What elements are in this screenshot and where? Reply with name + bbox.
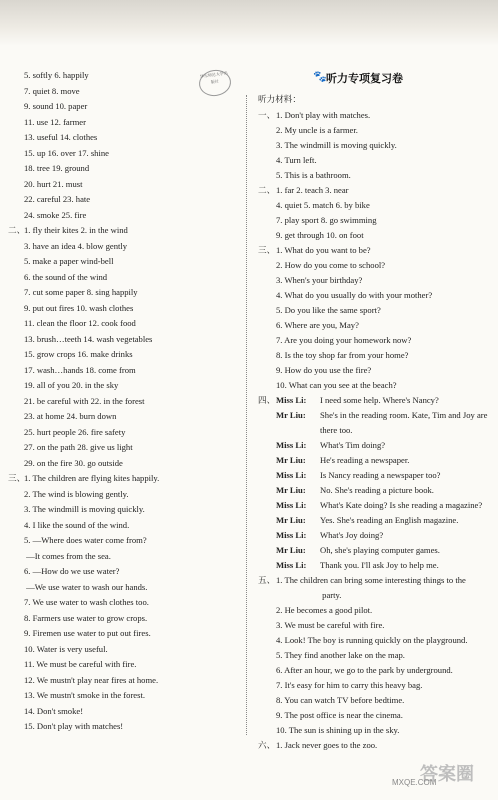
listening-line [258,230,364,241]
listening-text: 4. Turn left. [276,155,317,165]
listening-line [258,335,411,346]
answer-text: 23. at home 24. burn down [24,411,117,421]
answer-line [8,442,133,453]
listening-material-label: 听力材料： [258,94,301,104]
listening-line [258,395,439,406]
answer-text: 4. I like the sound of the wind. [24,519,130,530]
answer-text: 5. —Where does water come from? [24,535,147,545]
answer-text: 13. We mustn't smoke in the forest. [24,690,145,700]
listening-text: He's reading a newspaper. [320,455,410,465]
answer-line [8,365,136,376]
listening-text: 8. You can watch TV before bedtime. [276,695,405,705]
answer-text: 15. Don't play with matches! [24,721,124,731]
answer-line [8,380,118,391]
listening-line [258,305,381,316]
answer-text: —It comes from the sea. [24,550,111,561]
column-divider [246,95,247,735]
speaker-name: Miss Li: [276,395,307,405]
section-marker: 四、 [258,395,276,405]
listening-line [258,620,384,631]
listening-text: Thank you. I'll ask Joy to help me. [320,560,439,570]
answer-text: 25. hurt people 26. fire safety [24,426,126,437]
listening-line [258,200,370,211]
answer-line [8,194,90,205]
listening-text: 4. What do you usually do with your mother? [276,290,433,300]
answer-line [8,272,107,283]
answer-text: 18. tree 19. ground [24,163,90,173]
section-marker: 三、 [8,473,26,483]
answer-text: 21. be careful with 22. in the forest [24,395,145,406]
listening-line [258,530,383,541]
answer-text: 2. The wind is blowing gently. [24,488,129,499]
answer-text: 5. make a paper wind-bell [24,256,114,266]
listening-line [258,185,349,196]
listening-text: No. She's reading a picture book. [320,485,434,495]
listening-line [258,440,385,451]
listening-text: 3. The windmill is moving quickly. [276,140,397,150]
answer-text: 13. useful 14. clothes [24,132,98,142]
speaker-name: Mr Liu: [276,455,306,465]
answer-text: 22. careful 23. hate [24,194,91,204]
paw-icon: 🐾 [313,71,327,83]
answer-line [8,473,159,484]
answer-text: 9. put out fires 10. wash clothes [24,302,134,313]
answer-line [8,613,147,624]
answer-text: 19. all of you 20. in the sky [24,380,119,390]
answer-text: 11. We must be careful with fire. [24,659,137,669]
speaker-name: Miss Li: [276,560,307,570]
answer-line [8,721,123,732]
answer-line [8,163,89,174]
section-marker: 一、 [258,110,276,120]
answer-line [8,582,147,593]
listening-text: 5. Do you like the same sport? [276,305,381,315]
listening-line [258,245,371,256]
answer-text: 12. We mustn't play near fires at home. [24,674,159,685]
listening-text: 1. Don't play with matches. [276,110,371,120]
answer-text: 29. on the fire 30. go outside [24,457,123,468]
speaker-name: Miss Li: [276,500,307,510]
watermark-logo: 答案圈 [420,764,474,784]
listening-text: What's Kate doing? Is she reading a magazine? [320,500,483,510]
answer-line [8,101,87,112]
answer-line [8,489,129,500]
listening-text: 1. What do you want to be? [276,245,371,255]
answer-line [8,427,125,438]
watermark-text: MXQE.COM [392,778,437,787]
section-title: 听力专项复习卷 [326,73,403,85]
listening-text: 7. Are you doing your homework now? [276,335,412,345]
listening-line [258,665,453,676]
listening-line [258,560,439,571]
speaker-name: Miss Li: [276,470,307,480]
scan-top-shadow [0,0,498,46]
answer-line [8,690,145,701]
answer-line [8,148,109,159]
listening-line [258,740,377,751]
answer-line [8,318,136,329]
answer-line [8,70,89,81]
answer-text: 13. brush…teeth 14. wash vegetables [24,333,153,344]
answer-text: 1. The children are flying kites happily. [24,473,160,483]
answer-text: 9. Firemen use water to put out fires. [24,628,151,638]
answer-line [8,117,86,128]
answer-text: 7. quiet 8. move [24,85,80,96]
answer-text: 1. fly their kites 2. in the wind [24,225,128,235]
answer-text: 6. —How do we use water? [24,566,120,576]
listening-line [258,470,441,481]
listening-text: 3. When's your birthday? [276,275,363,285]
answer-line [8,628,151,639]
answer-line [8,179,83,190]
listening-text: 7. play sport 8. go swimming [276,215,377,225]
listening-line [258,215,377,226]
stamp-text: 华东师范大学出版社 [199,70,229,85]
listening-line [258,500,482,511]
section-marker: 二、 [8,225,26,235]
listening-text: 2. He becomes a good pilot. [276,605,373,615]
listening-text: 1. The children can bring some interesting things to the [276,575,466,585]
answer-line [8,210,86,221]
listening-text: 9. How do you use the fire? [276,365,372,375]
publisher-stamp [197,68,232,98]
speaker-name: Mr Liu: [276,515,306,525]
answer-text: 7. cut some paper 8. sing happily [24,287,138,297]
answer-line [8,644,108,655]
speaker-name: Mr Liu: [276,485,306,495]
listening-text: 2. How do you come to school? [276,260,386,270]
listening-line [258,275,362,286]
listening-line [258,380,397,391]
listening-text: 2. My uncle is a farmer. [276,125,358,135]
listening-line [258,110,370,121]
listening-line [258,680,422,691]
listening-line [258,365,371,376]
listening-text: 6. Where are you, May? [276,320,359,330]
listening-line [258,320,359,331]
answer-line [8,411,116,422]
answer-line [8,225,128,236]
speaker-name: Miss Li: [276,530,307,540]
answer-line [8,86,80,97]
listening-text: 1. Jack never goes to the zoo. [276,740,378,750]
section-marker: 二、 [258,185,276,195]
answer-text: 14. Don't smoke! [24,705,84,716]
listening-text: 3. We must be careful with fire. [276,620,385,630]
answer-text: 24. smoke 25. fire [24,209,87,220]
answer-line [8,334,152,345]
listening-text: 4. Look! The boy is running quickly on the playground. [276,635,468,645]
listening-line [258,425,352,436]
listening-line [258,695,404,706]
listening-text: She's in the reading room. Kate, Tim and Joy are [320,410,488,420]
listening-text: 5. They find another lake on the map. [276,650,405,660]
answer-line [8,597,149,608]
answer-line [8,566,119,577]
answer-text: 5. softly 6. happily [24,70,89,80]
answer-line [8,256,113,267]
answer-line [8,303,133,314]
listening-line [258,140,397,151]
listening-line [258,260,385,271]
listening-line [258,125,358,136]
answer-line [8,287,138,298]
answer-line [8,659,136,670]
answer-text: 15. grow crops 16. make drinks [24,349,133,359]
listening-text: What's Joy doing? [320,530,384,540]
answer-line [8,706,83,717]
listening-text: What's Tim doing? [320,440,386,450]
listening-text: 9. The post office is near the cinema. [276,710,403,720]
answer-text: 11. clean the floor 12. cook food [24,318,136,328]
listening-line [258,605,372,616]
answer-text: 15. up 16. over 17. shine [24,147,109,158]
listening-line [258,155,317,166]
listening-line [258,590,341,601]
listening-line [258,485,434,496]
answer-text: 9. sound 10. paper [24,101,88,111]
listening-line [258,710,403,721]
answer-line [8,458,123,469]
answer-text: 8. Farmers use water to grow crops. [24,612,148,623]
section-marker: 三、 [258,245,276,255]
listening-text: 8. Is the toy shop far from your home? [276,350,409,360]
answer-text: 7. We use water to wash clothes too. [24,597,149,607]
section-marker: 六、 [258,740,276,750]
listening-line [258,350,408,361]
listening-text: party. [320,590,342,600]
listening-line [258,635,468,646]
answer-text: 27. on the path 28. give us light [24,442,133,452]
answer-line [8,349,133,360]
listening-text: 5. This is a bathroom. [276,170,351,180]
answer-text: 3. have an idea 4. blow gently [24,240,128,251]
listening-text: 9. get through 10. on foot [276,230,364,240]
listening-text: Yes. She's reading an English magazine. [320,515,459,525]
section-marker: 五、 [258,575,276,585]
listening-line [258,725,399,736]
listening-text: Is Nancy reading a newspaper too? [320,470,441,480]
speaker-name: Miss Li: [276,440,307,450]
listening-text: 7. It's easy for him to carry this heavy bag. [276,680,423,690]
listening-line [258,290,432,301]
answer-text: 20. hurt 21. must [24,178,83,189]
answer-line [8,504,145,515]
listening-text: Oh, she's playing computer games. [320,545,440,555]
answer-line [8,396,145,407]
listening-text: 6. After an hour, we go to the park by underground. [276,665,453,675]
answer-text: —We use water to wash our hands. [24,581,148,592]
listening-text: 10. The sun is shining up in the sky. [276,725,400,735]
answer-text: 11. use 12. farmer [24,116,86,127]
listening-text: 10. What can you see at the beach? [276,380,397,390]
answer-text: 17. wash…hands 18. come from [24,364,136,375]
answer-line [8,132,97,143]
speaker-name: Mr Liu: [276,545,306,555]
answer-line [8,241,127,252]
answer-text: 10. Water is very useful. [24,643,108,654]
listening-line [258,545,440,556]
listening-text: there too. [320,425,353,435]
answer-line [8,535,147,546]
listening-line [258,455,409,466]
listening-text: I need some help. Where's Nancy? [320,395,439,405]
listening-line [258,515,458,526]
answer-line [8,551,111,562]
listening-line [258,410,487,421]
speaker-name: Mr Liu: [276,410,306,420]
listening-text: 4. quiet 5. match 6. by bike [276,200,370,210]
answer-line [8,520,129,531]
listening-line [258,650,405,661]
listening-text: 1. far 2. teach 3. near [276,185,349,195]
answer-text: 6. the sound of the wind [24,271,108,282]
listening-line [258,575,466,586]
answer-text: 3. The windmill is moving quickly. [24,504,145,514]
listening-line [258,170,351,181]
answer-line [8,675,158,686]
